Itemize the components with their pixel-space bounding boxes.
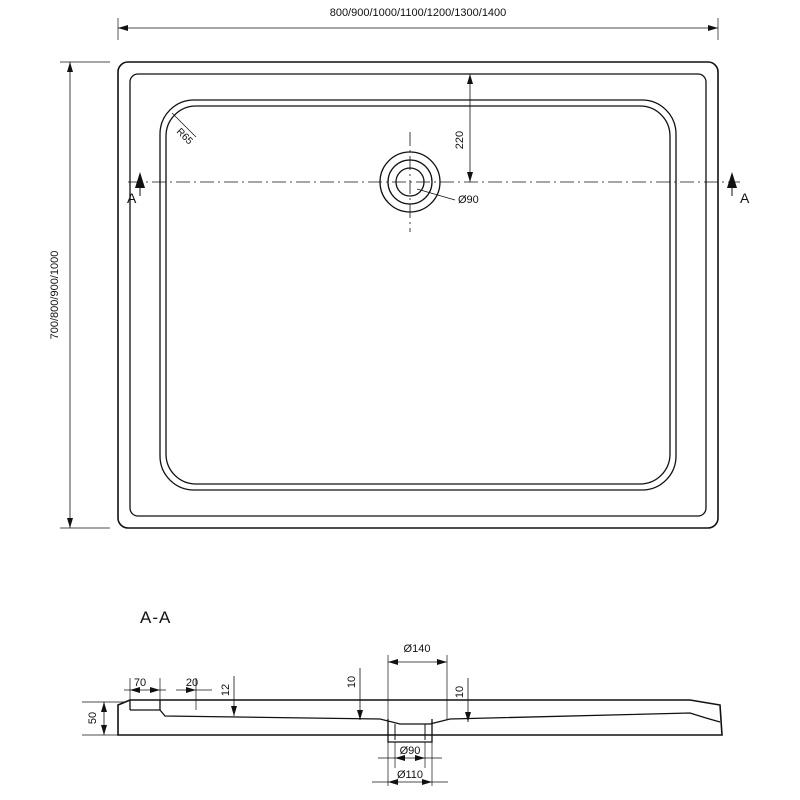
dim-20-label: 20 xyxy=(185,677,199,689)
dim-70-group xyxy=(124,677,166,706)
section-arrow-right-group xyxy=(727,172,750,206)
dim-12-group xyxy=(220,676,237,716)
dim-70-label: 70 xyxy=(133,677,147,689)
left-dimension-label: 700/800/900/1000 xyxy=(49,250,61,340)
dim-10-left-group xyxy=(346,668,363,720)
section-title: A-A xyxy=(140,608,172,627)
tray-outer-outline xyxy=(118,62,718,528)
dim-50-label: 50 xyxy=(87,711,99,725)
top-dimension-label: 800/900/1000/1100/1200/1300/1400 xyxy=(329,7,507,19)
section-arrow-left-label: A xyxy=(127,190,137,206)
tray-basin-outline-outer xyxy=(160,100,676,490)
dim-dia90-group xyxy=(378,742,442,768)
section-arrow-right-label: A xyxy=(740,190,750,206)
dim-10-left-label: 10 xyxy=(346,675,358,689)
corner-radius-leader xyxy=(172,113,196,147)
dim-20-group xyxy=(176,677,212,710)
corner-radius-label: R65 xyxy=(173,126,195,148)
drain-offset-label: 220 xyxy=(454,130,466,150)
dim-12-label: 12 xyxy=(220,683,232,697)
dim-dia110-label: Ø110 xyxy=(396,769,424,781)
left-dimension-group xyxy=(49,62,110,528)
dim-dia90-label: Ø90 xyxy=(399,745,421,757)
section-profile xyxy=(118,700,722,742)
tray-basin-outline-inner xyxy=(166,106,670,484)
dim-dia140-label: Ø140 xyxy=(403,643,431,655)
drain-offset-dimension-group xyxy=(440,74,480,182)
top-dimension-group xyxy=(118,7,718,40)
tray-lip-outline xyxy=(130,74,706,516)
drain-diameter-label: Ø90 xyxy=(458,194,479,206)
dim-dia140-group xyxy=(388,643,447,719)
dim-10-right-label: 10 xyxy=(454,685,466,699)
